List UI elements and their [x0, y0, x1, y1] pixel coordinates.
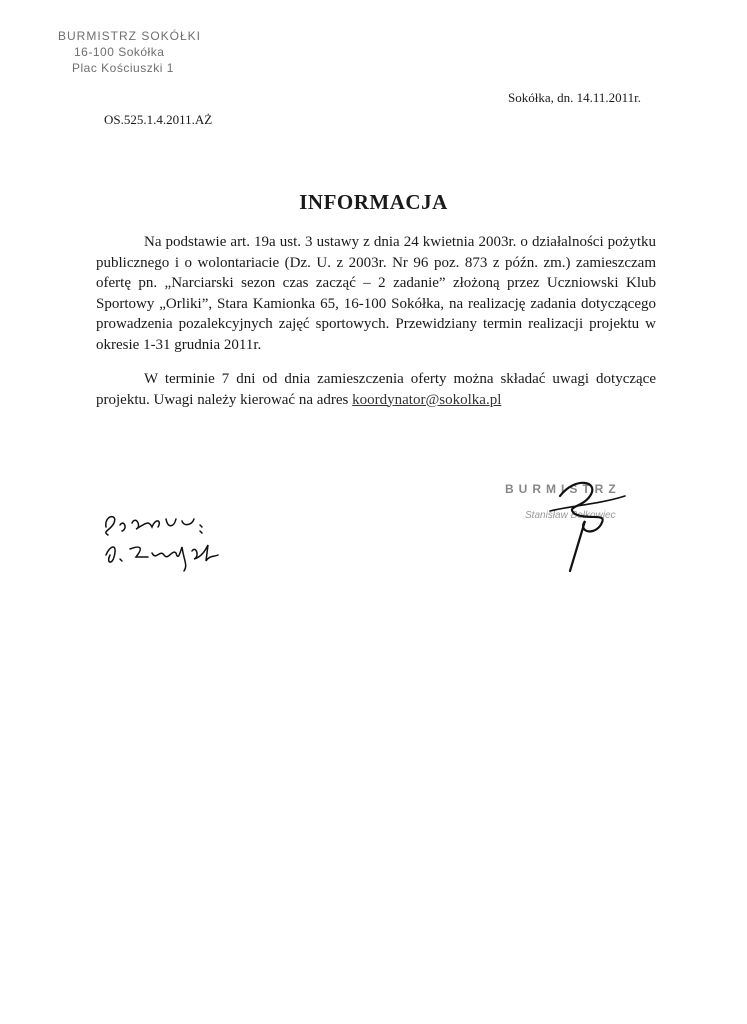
- paragraph-comments: [96, 369, 656, 410]
- mayor-stamp-name: Stanisław Bołkowiec: [525, 510, 616, 521]
- issuer-stamp: [58, 28, 201, 76]
- preparer-signature: [96, 505, 236, 575]
- stamp-line-address: Plac Kościuszki 1: [72, 61, 174, 75]
- mayor-stamp-title: BURMISTRZ: [505, 482, 621, 496]
- paragraph-comments-text: W terminie 7 dni od dnia zamieszczenia oferty można składać uwagi dotyczące projektu. Uwagi należy kierować na adres: [96, 371, 656, 408]
- email-link[interactable]: koordynator@sokolka.pl: [352, 391, 502, 408]
- stamp-line-title: BURMISTRZ SOKÓŁKI: [58, 29, 202, 43]
- reference-number: OS.525.1.4.2011.AŻ: [104, 112, 213, 127]
- stamp-line-postcode: 16-100 Sokółka: [74, 45, 165, 59]
- mayor-signature: [530, 466, 640, 576]
- document-body: [96, 232, 656, 424]
- document-title: INFORMACJA: [299, 190, 448, 214]
- paragraph-offer: Na podstawie art. 19a ust. 3 ustawy z dnia 24 kwietnia 2003r. o działalności pożytku publicznego i o wolontariacie (Dz. U. z 2003r. Nr 96 poz. 873 z późn. zm.) zamieszczam ofertę pn. „Narciarski sezon czas zacząć – 2 zadanie” złożoną przez Uczniowski Klub Sportowy „Orliki”, Stara Kamionka 65, 16-100 Sokółka, na realizację zadania dotyczącego prowadzenia pozalekcyjnych zajęć sportowych. Przewidziany termin realizacji projektu w okresie 1-31 grudnia 2011r.: [96, 234, 656, 353]
- document-date: Sokółka, dn. 14.11.2011r.: [508, 90, 642, 105]
